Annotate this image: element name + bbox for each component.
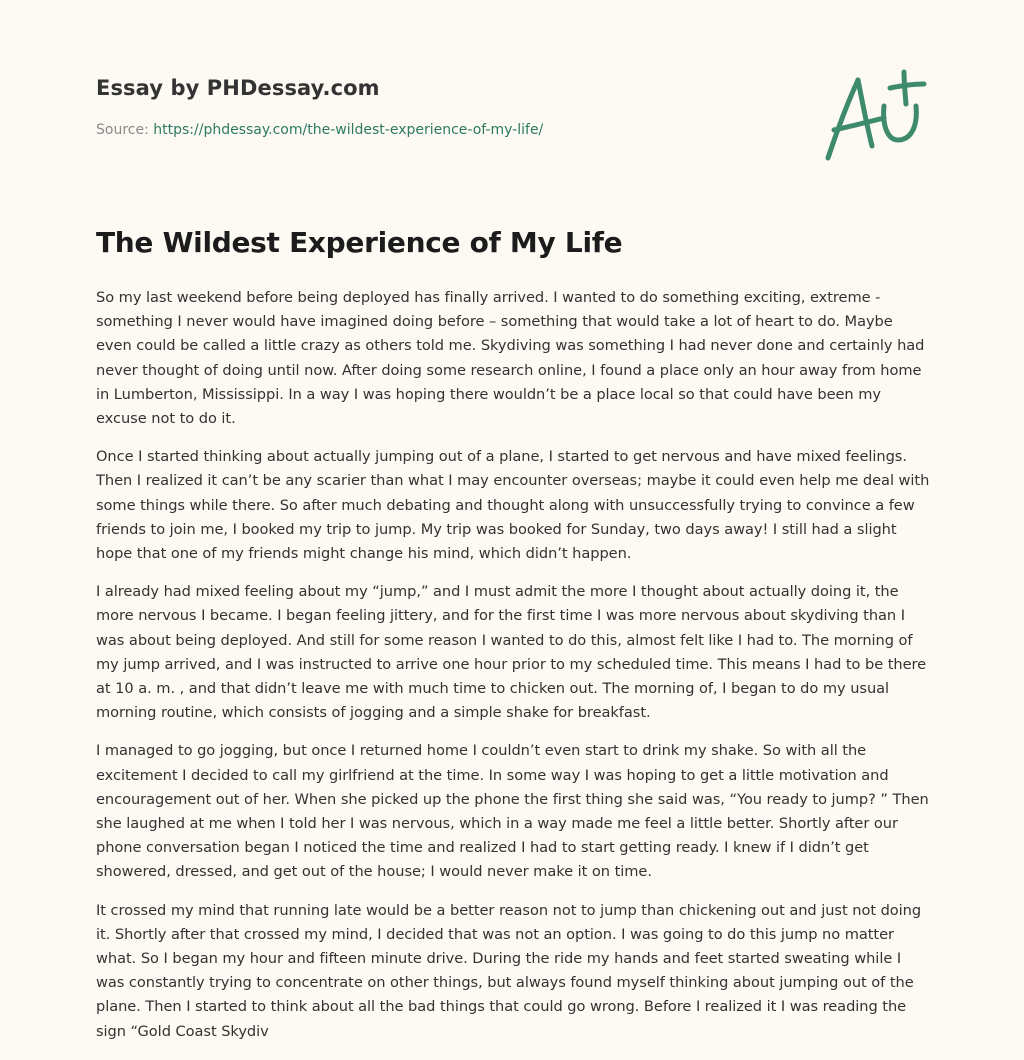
source-label: Source: [96,122,149,138]
a-plus-grade-icon [818,66,930,166]
essay-paragraph: So my last weekend before being deployed has finally arrived. I wanted to do something exciting, extreme - something I never would have imagined doing before – something that would take a lot of heart to do. Maybe even could be called a little crazy as others told me. Skydiving was something I had never done and certainly had never thought of doing until now. After doing some research online, I found a place only an hour away from home in Lumberton, Mississippi. In a way I was hoping there wouldn’t be a place local so that could have been my excuse not to do it. [96,289,925,428]
essay-paragraph: Once I started thinking about actually jumping out of a plane, I started to get nervous and have mixed feelings. Then I realized it can’t be any scarier than what I may encounter overseas; maybe it could even help me deal with some things while there. So after much debating and thought along with unsuccessfully trying to convince a few friends to join me, I booked my trip to jump. My trip was booked for Sunday, two days away! I still had a slight hope that one of my friends might change his mind, which didn’t happen. [96,448,930,563]
header [96,76,796,138]
essay-title: The Wildest Experience of My Life [96,226,623,259]
essay-paragraph: I managed to go jogging, but once I returned home I couldn’t even start to drink my shake. So with all the excitement I decided to call my girlfriend at the time. In some way I was hoping to get a little motivation and encouragement out of her. When she picked up the phone the first thing she said was, “You ready to jump? ” Then she laughed at me when I told her I was nervous, which in a way made me feel a little better. Shortly after our phone conversation began I noticed the time and realized I had to start getting ready. I knew if I didn’t get showered, dressed, and get out of the house; I would never make it on time. [96,742,929,881]
source-link[interactable]: https://phdessay.com/the-wildest-experience-of-my-life/ [153,122,544,138]
essay-paragraph: It crossed my mind that running late would be a better reason not to jump than chickening out and just not doing it. Shortly after that crossed my mind, I decided that was not an option. I was going to do this jump no matter what. So I began my hour and fifteen minute drive. During the ride my hands and feet started sweating while I was constantly trying to concentrate on other things, but always found myself thinking about jumping out of the plane. Then I started to think about all the bad things that could go wrong. Before I realized it I was reading the sign “Gold Coast Skydiv [96,901,922,1040]
essay-paragraph: I already had mixed feeling about my “jump,” and I must admit the more I thought about actually doing it, the more nervous I became. I began feeling jittery, and for the first time I was more nervous about skydiving than I was about being deployed. And still for some reason I wanted to do this, almost felt like I had to. The morning of my jump arrived, and I was instructed to arrive one hour prior to my scheduled time. This means I had to be there at 10 a. m. , and that didn’t leave me with much time to chicken out. The morning of, I began to do my usual morning routine, which consists of jogging and a simple shake for breakfast. [96,583,927,722]
source-line [96,122,796,138]
brand-title: Essay by PHDessay.com [96,76,380,100]
essay-body [96,286,932,1058]
